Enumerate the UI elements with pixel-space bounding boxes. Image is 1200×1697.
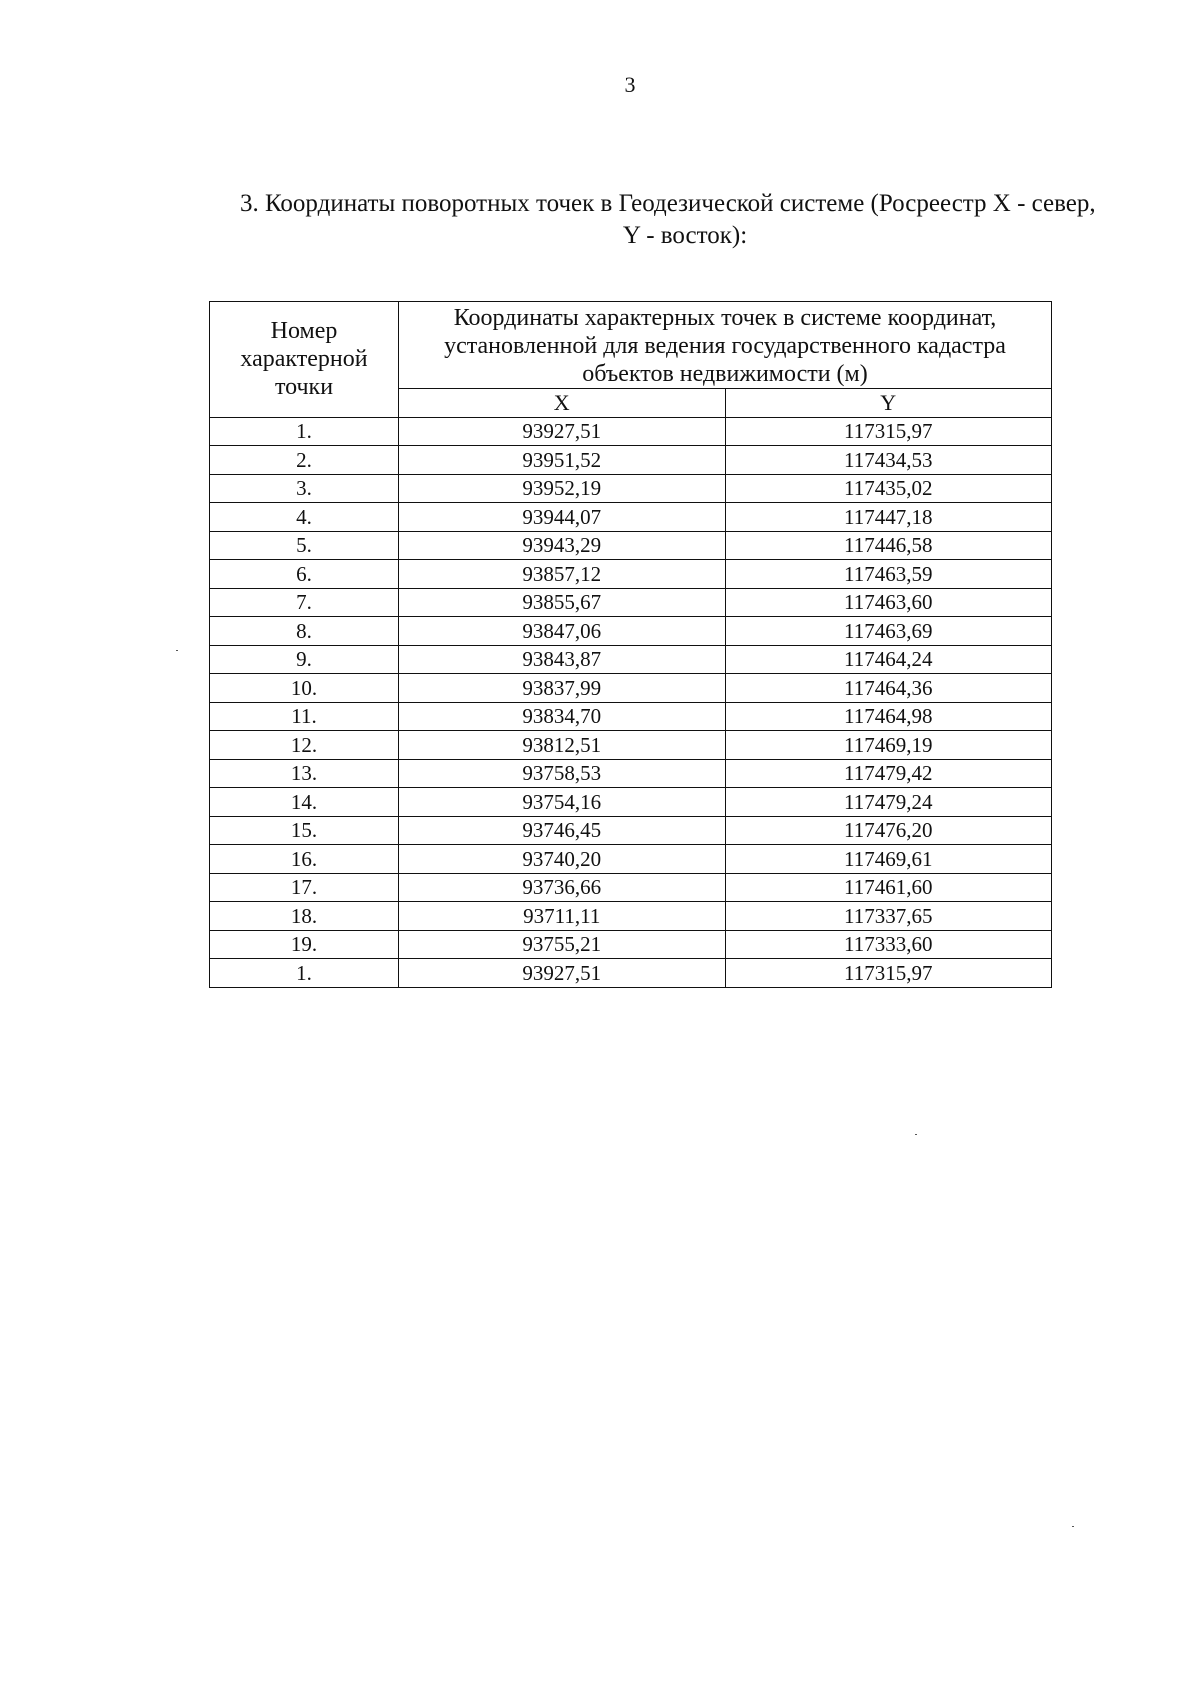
point-number: 8. <box>296 618 312 643</box>
point-number: 18. <box>290 903 318 928</box>
header-row-top <box>210 302 1052 389</box>
y-coordinate-cell: 117479,24 <box>725 788 1052 817</box>
table-row <box>210 731 1052 760</box>
point-number-cell <box>210 474 399 503</box>
point-number-cell <box>210 902 399 931</box>
point-number: 5. <box>296 533 312 558</box>
header-y: Y <box>725 389 1052 418</box>
point-number: 1. <box>296 960 312 985</box>
point-number: 13. <box>290 761 318 786</box>
point-number: 12. <box>290 732 318 757</box>
table-row <box>210 845 1052 874</box>
table-row <box>210 645 1052 674</box>
section-heading-line-2: Y - восток): <box>622 222 748 249</box>
table-row <box>210 417 1052 446</box>
point-number-cell <box>210 588 399 617</box>
x-coordinate-cell: 93847,06 <box>399 617 726 646</box>
x-coordinate-cell: 93855,67 <box>399 588 726 617</box>
table-row <box>210 674 1052 703</box>
x-coordinate-cell: 93843,87 <box>399 645 726 674</box>
y-coordinate-cell: 117464,24 <box>725 645 1052 674</box>
table-row <box>210 474 1052 503</box>
x-coordinate-cell: 93927,51 <box>399 959 726 988</box>
y-coordinate-cell: 117469,61 <box>725 845 1052 874</box>
x-coordinate-cell: 93951,52 <box>399 446 726 475</box>
table-row <box>210 959 1052 988</box>
x-coordinate-cell: 93834,70 <box>399 702 726 731</box>
point-number-cell <box>210 873 399 902</box>
x-coordinate-cell: 93758,53 <box>399 759 726 788</box>
x-coordinate-cell: 93711,11 <box>399 902 726 931</box>
table-row <box>210 588 1052 617</box>
y-coordinate-cell: 117434,53 <box>725 446 1052 475</box>
section-heading-line-1: 3. Координаты поворотных точек в Геодезической системе (Росреестр X - север, <box>240 190 1096 217</box>
table-row <box>210 617 1052 646</box>
page-number: 3 <box>624 72 636 97</box>
point-number: 19. <box>290 932 318 957</box>
point-number: 16. <box>290 846 318 871</box>
header-x: X <box>399 389 726 418</box>
point-number-cell <box>210 959 399 988</box>
table-row <box>210 531 1052 560</box>
point-number: 9. <box>296 647 312 672</box>
x-coordinate-cell: 93857,12 <box>399 560 726 589</box>
y-coordinate-cell: 117435,02 <box>725 474 1052 503</box>
y-coordinate-cell: 117463,69 <box>725 617 1052 646</box>
point-number: 1. <box>296 419 312 444</box>
point-number-cell <box>210 503 399 532</box>
point-number-cell <box>210 560 399 589</box>
header-point-number: Номер характерной точки <box>210 302 399 418</box>
y-coordinate-cell: 117463,59 <box>725 560 1052 589</box>
table-row <box>210 759 1052 788</box>
y-coordinate-cell: 117447,18 <box>725 503 1052 532</box>
point-number: 10. <box>290 675 318 700</box>
x-coordinate-cell: 93736,66 <box>399 873 726 902</box>
y-coordinate-cell: 117315,97 <box>725 959 1052 988</box>
y-coordinate-cell: 117479,42 <box>725 759 1052 788</box>
point-number-cell <box>210 702 399 731</box>
point-number-cell <box>210 617 399 646</box>
y-coordinate-cell: 117464,36 <box>725 674 1052 703</box>
y-coordinate-cell: 117464,98 <box>725 702 1052 731</box>
table-row <box>210 816 1052 845</box>
table-row <box>210 446 1052 475</box>
y-coordinate-cell: 117333,60 <box>725 930 1052 959</box>
table-row <box>210 503 1052 532</box>
y-coordinate-cell: 117446,58 <box>725 531 1052 560</box>
x-coordinate-cell: 93952,19 <box>399 474 726 503</box>
scan-speck <box>915 1134 917 1135</box>
table-row <box>210 702 1052 731</box>
table-row <box>210 788 1052 817</box>
point-number-cell <box>210 759 399 788</box>
coordinates-table <box>209 301 1052 988</box>
y-coordinate-cell: 117469,19 <box>725 731 1052 760</box>
x-coordinate-cell: 93754,16 <box>399 788 726 817</box>
point-number: 17. <box>290 875 318 900</box>
point-number: 4. <box>296 504 312 529</box>
section-heading <box>240 188 1100 252</box>
y-coordinate-cell: 117463,60 <box>725 588 1052 617</box>
x-coordinate-cell: 93944,07 <box>399 503 726 532</box>
x-coordinate-cell: 93746,45 <box>399 816 726 845</box>
point-number: 2. <box>296 447 312 472</box>
point-number: 6. <box>296 561 312 586</box>
y-coordinate-cell: 117315,97 <box>725 417 1052 446</box>
table-row <box>210 873 1052 902</box>
point-number-cell <box>210 645 399 674</box>
point-number-cell <box>210 788 399 817</box>
point-number: 3. <box>296 476 312 501</box>
y-coordinate-cell: 117461,60 <box>725 873 1052 902</box>
point-number: 11. <box>291 704 317 729</box>
table-row <box>210 930 1052 959</box>
point-number: 7. <box>296 590 312 615</box>
point-number-cell <box>210 845 399 874</box>
coordinates-table-body <box>210 417 1052 987</box>
point-number-cell <box>210 674 399 703</box>
y-coordinate-cell: 117476,20 <box>725 816 1052 845</box>
table-row <box>210 560 1052 589</box>
point-number: 15. <box>290 818 318 843</box>
point-number-cell <box>210 417 399 446</box>
scan-speck <box>176 650 178 651</box>
header-coordinates-group: Координаты характерных точек в системе координат, установленной для ведения государственного кадастра объектов недвижимости (м) <box>399 302 1052 389</box>
point-number-cell <box>210 816 399 845</box>
x-coordinate-cell: 93927,51 <box>399 417 726 446</box>
x-coordinate-cell: 93812,51 <box>399 731 726 760</box>
point-number: 14. <box>290 789 318 814</box>
x-coordinate-cell: 93740,20 <box>399 845 726 874</box>
x-coordinate-cell: 93837,99 <box>399 674 726 703</box>
scan-speck <box>1072 1526 1074 1527</box>
y-coordinate-cell: 117337,65 <box>725 902 1052 931</box>
point-number-cell <box>210 531 399 560</box>
x-coordinate-cell: 93943,29 <box>399 531 726 560</box>
x-coordinate-cell: 93755,21 <box>399 930 726 959</box>
point-number-cell <box>210 446 399 475</box>
point-number-cell <box>210 731 399 760</box>
table-row <box>210 902 1052 931</box>
point-number-cell <box>210 930 399 959</box>
coordinates-table-header <box>210 302 1052 418</box>
